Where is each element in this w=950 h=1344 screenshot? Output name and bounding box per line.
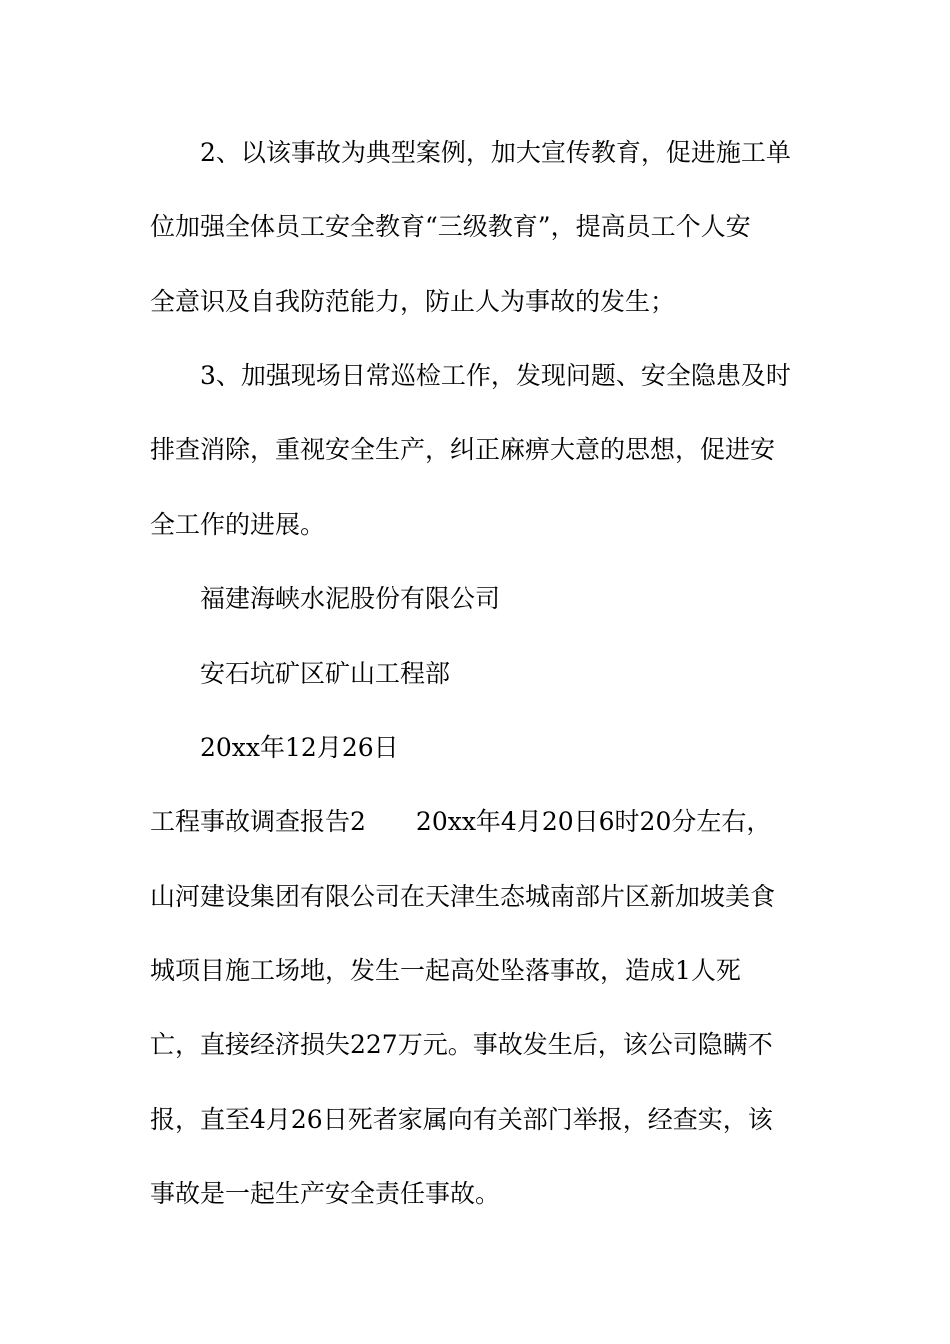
paragraph-line: 位加强全体员工安全教育“三级教育”，提高员工个人安 [150, 212, 751, 241]
report-first-line: 20xx年4月20日6时20分左右， [415, 807, 772, 836]
signature-date: 20xx年12月26日 [200, 733, 399, 762]
paragraph-line: 全意识及自我防范能力，防止人为事故的发生； [150, 287, 676, 316]
paragraph-line: 排查消除，重视安全生产，纠正麻痹大意的思想，促进安 [150, 435, 776, 464]
company-name: 福建海峡水泥股份有限公司 [200, 584, 501, 613]
department-name: 安石坑矿区矿山工程部 [200, 659, 451, 688]
paragraph-line: 山河建设集团有限公司在天津生态城南部片区新加坡美食 [150, 882, 776, 911]
report-heading-line [150, 802, 810, 842]
paragraph-line: 3、加强现场日常巡检工作，发现问题、安全隐患及时 [200, 361, 791, 390]
report-title: 工程事故调查报告2 [150, 807, 366, 836]
paragraph-line: 城项目施工场地，发生一起高处坠落事故，造成1人死 [150, 956, 741, 985]
paragraph-line: 2、以该事故为典型案例，加大宣传教育，促进施工单 [200, 138, 791, 167]
paragraph-line: 报，直至4月26日死者家属向有关部门举报，经查实，该 [150, 1105, 773, 1134]
paragraph-line: 全工作的进展。 [150, 510, 326, 539]
paragraph-line: 事故是一起生产安全责任事故。 [150, 1179, 501, 1208]
paragraph-line: 亡，直接经济损失227万元。事故发生后，该公司隐瞒不 [150, 1030, 773, 1059]
